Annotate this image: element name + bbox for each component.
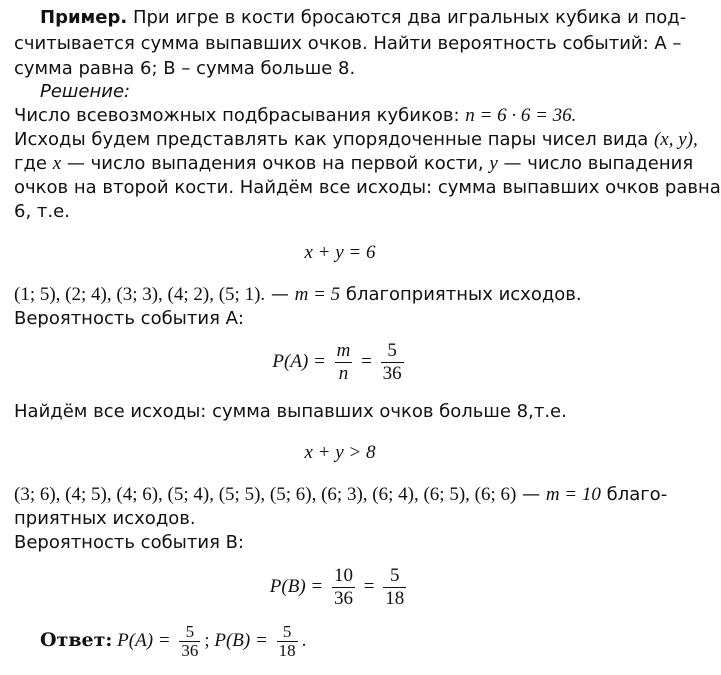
find-b-line: Найдём все исходы: сумма выпавших очков больше 8,т.е. bbox=[14, 401, 567, 422]
outcomes-b-pairs: (3; 6), (4; 5), (4; 6), (5; 4), (5; 5), (5; 6), (6; 3), (6; 4), (6; 5), (6; 6) bbox=[14, 484, 517, 505]
answer-line bbox=[40, 623, 306, 660]
prob-a-numerator-value: 5 bbox=[381, 340, 404, 363]
solution-line-3-c: — число выпадения bbox=[503, 153, 694, 174]
prob-a-formula bbox=[0, 340, 680, 385]
outcomes-a-pairs: (1; 5), (2; 4), (3; 3), (4; 2), (5; 1). bbox=[14, 284, 266, 305]
solution-line-1 bbox=[14, 104, 576, 128]
outcomes-a-m: m = 5 bbox=[294, 284, 341, 305]
prob-a-lhs: P(A) = bbox=[272, 350, 326, 372]
solution-line-2-math: (x, y), bbox=[653, 129, 698, 150]
solution-line-2 bbox=[14, 128, 698, 152]
solution-line-3-x: x bbox=[52, 153, 62, 174]
equation-sum-equals-6: x + y = 6 bbox=[304, 242, 376, 263]
prob-a-numerator-m: m bbox=[336, 340, 351, 361]
answer-end: . bbox=[301, 629, 307, 651]
solution-line-3-a: где bbox=[14, 153, 47, 174]
example-line-1 bbox=[40, 6, 686, 30]
prob-b-denominator-value: 18 bbox=[385, 588, 405, 609]
outcomes-a-text: благоприятных исходов. bbox=[345, 284, 582, 305]
answer-pa-denominator: 36 bbox=[181, 641, 199, 660]
answer-pb-fraction bbox=[277, 623, 298, 660]
example-line-2: считывается сумма выпавших очков. Найти вероятность событий: А – bbox=[14, 33, 682, 54]
prob-a-denominator-n: n bbox=[338, 363, 349, 384]
outcomes-b-dash: — bbox=[522, 484, 541, 505]
prob-b-equals: = bbox=[363, 575, 375, 597]
answer-pb-numerator: 5 bbox=[277, 623, 298, 642]
solution-line-1-math: n = 6 · 6 = 36. bbox=[465, 105, 577, 126]
example-line-3: сумма равна 6; В – сумма больше 8. bbox=[14, 58, 356, 79]
answer-pb: P(B) = bbox=[214, 629, 268, 651]
outcomes-b-line-2: приятных исходов. bbox=[14, 508, 196, 529]
answer-pa: P(A) = bbox=[117, 629, 171, 651]
solution-heading: Решение: bbox=[40, 81, 131, 102]
example-text-1: При игре в кости бросаются два игральных кубика и под- bbox=[132, 7, 687, 28]
prob-b-lhs: P(B) = bbox=[269, 575, 324, 597]
outcomes-a-dash: — bbox=[270, 284, 289, 305]
prob-a-denominator-value: 36 bbox=[382, 363, 402, 384]
prob-a-equals: = bbox=[361, 350, 372, 372]
answer-label: Ответ: bbox=[40, 628, 113, 651]
outcomes-b-m: m = 10 bbox=[545, 484, 601, 505]
solution-line-2-text: Исходы будем представлять как упорядоченные пары чисел вида bbox=[14, 129, 649, 150]
prob-b-fraction-raw bbox=[332, 565, 355, 610]
answer-pb-denominator: 18 bbox=[278, 641, 296, 660]
outcomes-b-line-1 bbox=[14, 483, 667, 507]
solution-line-5: 6, т.е. bbox=[14, 201, 70, 222]
outcomes-a-line bbox=[14, 283, 582, 307]
equation-sum-greater-8: x + y > 8 bbox=[304, 442, 376, 463]
solution-line-3 bbox=[14, 152, 693, 176]
prob-a-label: Вероятность события А: bbox=[14, 308, 245, 329]
prob-b-label: Вероятность события В: bbox=[14, 532, 245, 553]
prob-b-numerator-raw: 10 bbox=[333, 565, 353, 586]
solution-line-4: очков на второй кости. Найдём все исходы: сумма выпавших очков равна bbox=[14, 177, 721, 198]
outcomes-b-text-1: благо- bbox=[606, 484, 668, 505]
example-heading: Пример. bbox=[40, 7, 128, 28]
prob-a-fraction-m-n bbox=[335, 340, 353, 385]
solution-line-3-b: — число выпадения очков на первой кости, bbox=[66, 153, 484, 174]
prob-b-denominator-raw: 36 bbox=[333, 588, 353, 609]
prob-a-fraction-value bbox=[381, 340, 404, 385]
solution-line-1-text: Число всевозможных подбрасывания кубиков: bbox=[14, 105, 460, 126]
prob-b-numerator-value: 5 bbox=[383, 565, 406, 588]
prob-b-formula bbox=[0, 565, 680, 610]
answer-separator: ; bbox=[204, 629, 210, 651]
answer-pa-numerator: 5 bbox=[179, 623, 200, 642]
solution-line-3-y: y bbox=[489, 153, 498, 174]
prob-b-fraction-value bbox=[383, 565, 406, 610]
answer-pa-fraction bbox=[179, 623, 200, 660]
